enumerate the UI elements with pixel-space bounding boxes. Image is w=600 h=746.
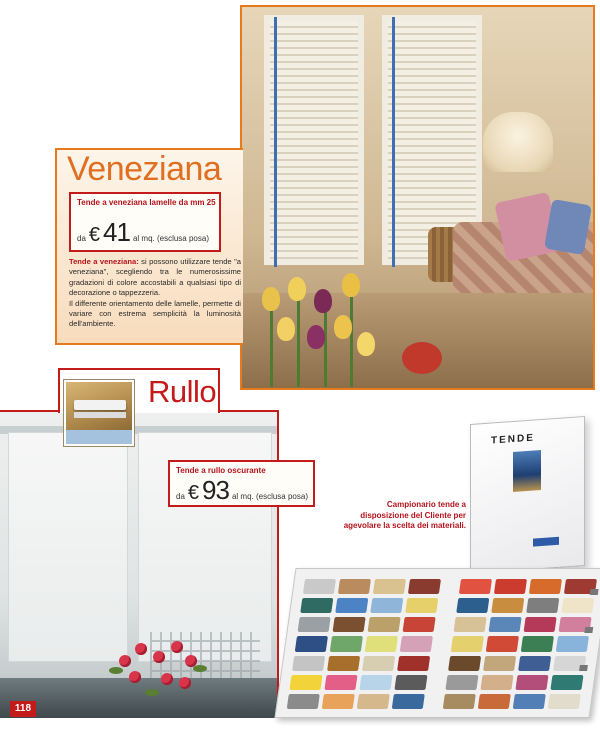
roller-bar-lower bbox=[74, 412, 126, 418]
color-swatch bbox=[297, 617, 330, 632]
description-body: si possono utilizzare tende "a veneziana", scegliendo tra le numerosissime gradazioni di colore accostabili a qualsiasi tipo di decorazione o tappezzeria. bbox=[69, 257, 241, 298]
color-swatch bbox=[459, 579, 492, 594]
catalog-title: TENDE bbox=[491, 432, 535, 447]
color-swatch bbox=[402, 617, 435, 632]
color-swatch bbox=[365, 636, 398, 651]
rullo-card-title: Tende a rullo oscurante bbox=[176, 466, 266, 475]
rullo-price-card bbox=[168, 460, 315, 507]
color-swatch bbox=[338, 579, 371, 594]
roller-mechanism-thumbnail bbox=[64, 380, 134, 446]
color-swatch bbox=[370, 598, 403, 613]
color-swatch bbox=[330, 636, 363, 651]
swatch-page-left bbox=[280, 575, 447, 713]
euro-symbol: € bbox=[187, 482, 200, 504]
veneziana-title: Veneziana bbox=[67, 150, 222, 188]
color-swatch bbox=[359, 675, 392, 690]
red-teapot bbox=[402, 342, 442, 374]
rullo-title: Rullo bbox=[148, 374, 217, 409]
color-swatch bbox=[453, 617, 486, 632]
color-swatch bbox=[513, 694, 546, 709]
color-swatch bbox=[478, 694, 511, 709]
price-value: 93 bbox=[202, 475, 229, 505]
roller-bar bbox=[74, 400, 126, 410]
blind-cord bbox=[392, 17, 395, 267]
color-swatch bbox=[362, 656, 395, 671]
venetian-blind-left bbox=[264, 15, 364, 265]
color-swatch bbox=[408, 579, 441, 594]
color-swatch bbox=[335, 598, 368, 613]
rullo-photo bbox=[0, 410, 279, 718]
color-swatch bbox=[287, 694, 320, 709]
color-swatch bbox=[332, 617, 365, 632]
price-prefix: da bbox=[77, 234, 86, 243]
price-suffix: al mq. (esclusa posa) bbox=[132, 234, 209, 243]
color-swatch bbox=[515, 675, 548, 690]
color-swatch bbox=[443, 694, 476, 709]
roller-shade-left bbox=[8, 432, 128, 662]
veneziana-photo bbox=[240, 5, 595, 390]
color-swatch bbox=[303, 579, 336, 594]
price-suffix: al mq. (esclusa posa) bbox=[231, 492, 308, 501]
color-swatch bbox=[518, 656, 551, 671]
color-swatch bbox=[488, 617, 521, 632]
color-swatch bbox=[523, 617, 556, 632]
euro-symbol: € bbox=[88, 224, 101, 246]
color-swatch bbox=[324, 675, 357, 690]
color-swatch bbox=[445, 675, 478, 690]
veneziana-card-title: Tende a veneziana lamelle da mm 25 bbox=[77, 198, 216, 207]
catalog-cover-image bbox=[513, 450, 541, 492]
color-swatch bbox=[292, 656, 325, 671]
color-swatch bbox=[327, 656, 360, 671]
color-swatch bbox=[486, 636, 519, 651]
color-swatch bbox=[526, 598, 559, 613]
color-swatch bbox=[289, 675, 322, 690]
catalog-book bbox=[470, 416, 585, 574]
color-swatch bbox=[392, 694, 425, 709]
blind-cord bbox=[274, 17, 277, 267]
catalog-logo bbox=[533, 537, 559, 547]
blue-pillow bbox=[544, 199, 592, 255]
color-swatch bbox=[480, 675, 513, 690]
color-swatch bbox=[494, 579, 527, 594]
color-swatch bbox=[405, 598, 438, 613]
campionario-caption: Campionario tende a disposizione del Cliente per agevolare la scelta dei materiali. bbox=[343, 500, 466, 530]
veneziana-price bbox=[77, 217, 209, 248]
swatch-binder bbox=[274, 568, 600, 718]
color-swatch bbox=[373, 579, 406, 594]
description-lead: Tende a veneziana: bbox=[69, 257, 139, 266]
color-swatch bbox=[394, 675, 427, 690]
page-number: 118 bbox=[10, 701, 36, 717]
price-prefix: da bbox=[176, 492, 185, 501]
color-swatch bbox=[521, 636, 554, 651]
description-body-2: Il differente orientamento delle lamelle, permette di variare con estrema semplicità la luminosità dell'ambiente. bbox=[69, 298, 241, 329]
rullo-price bbox=[176, 475, 308, 506]
veneziana-price-card bbox=[69, 192, 221, 252]
veneziana-description bbox=[69, 257, 241, 330]
thumbnail-sky bbox=[66, 430, 132, 444]
price-value: 41 bbox=[103, 217, 130, 247]
color-swatch bbox=[529, 579, 562, 594]
color-swatch bbox=[295, 636, 328, 651]
color-swatch bbox=[448, 656, 481, 671]
lamp-shade bbox=[483, 112, 553, 172]
color-swatch bbox=[400, 636, 433, 651]
color-swatch bbox=[367, 617, 400, 632]
color-swatch bbox=[483, 656, 516, 671]
color-swatch bbox=[300, 598, 333, 613]
color-swatch bbox=[322, 694, 355, 709]
color-swatch bbox=[456, 598, 489, 613]
veneziana-info-box bbox=[55, 148, 243, 345]
color-swatch bbox=[491, 598, 524, 613]
color-swatch bbox=[451, 636, 484, 651]
tulips-bouquet bbox=[252, 277, 382, 387]
color-swatch bbox=[357, 694, 390, 709]
rose-bouquet bbox=[105, 637, 215, 707]
color-swatch bbox=[397, 656, 430, 671]
